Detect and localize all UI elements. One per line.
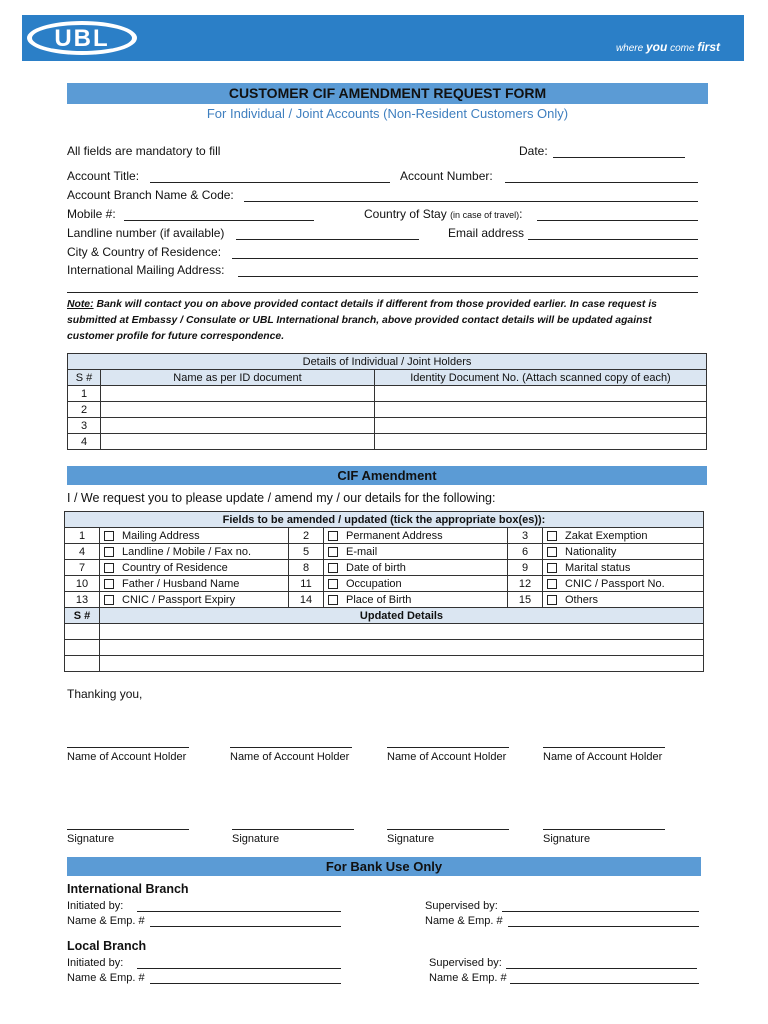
mobile-label: Mobile #:	[67, 207, 116, 221]
account-number-label: Account Number:	[400, 169, 493, 183]
id-cell[interactable]	[375, 418, 707, 434]
name-cell[interactable]	[101, 418, 375, 434]
name-line-1[interactable]	[67, 747, 189, 748]
intl-name-emp-label: Name & Emp. #	[67, 915, 145, 927]
col-sn: S #	[65, 608, 100, 624]
id-cell[interactable]	[375, 402, 707, 418]
intl-initiated-label: Initiated by:	[67, 900, 124, 912]
signature-line-2[interactable]	[232, 829, 354, 830]
checkbox-field[interactable]: Occupation	[324, 576, 508, 592]
local-initiated-label: Initiated by:	[67, 957, 124, 969]
col-sn: S #	[68, 370, 101, 386]
holders-table	[67, 353, 707, 450]
table-row: 7 Country of Residence 8 Date of birth 9 Marital status	[65, 560, 704, 576]
checkbox-field[interactable]: Zakat Exemption	[543, 528, 704, 544]
signature-line-3[interactable]	[387, 829, 509, 830]
table-row: 10 Father / Husband Name 11 Occupation 12 CNIC / Passport No.	[65, 576, 704, 592]
checkbox[interactable]	[547, 563, 557, 573]
cif-amendment-bar: CIF Amendment	[67, 466, 707, 485]
name-cell[interactable]	[101, 386, 375, 402]
landline-field[interactable]	[236, 239, 419, 240]
fields-caption: Fields to be amended / updated (tick the appropriate box(es)):	[65, 512, 704, 528]
signature-label-1: Signature	[67, 833, 115, 845]
name-cell[interactable]	[101, 402, 375, 418]
intl-mailing-field-2[interactable]	[67, 292, 698, 293]
branch-field[interactable]	[244, 201, 698, 202]
checkbox[interactable]	[104, 595, 114, 605]
intl-mailing-field[interactable]	[238, 276, 698, 277]
local-supervised-label: Supervised by:	[429, 957, 502, 969]
col-updated-details: Updated Details	[100, 608, 704, 624]
city-country-label: City & Country of Residence:	[67, 245, 222, 259]
checkbox[interactable]	[547, 595, 557, 605]
email-label: Email address	[448, 226, 525, 240]
request-text: I / We request you to please update / amend my / our details for the following:	[67, 491, 496, 505]
intl-supervised-label: Supervised by:	[425, 900, 498, 912]
checkbox-field[interactable]: Place of Birth	[324, 592, 508, 608]
intl-mailing-label: International Mailing Address:	[67, 263, 225, 277]
checkbox-field[interactable]: Mailing Address	[100, 528, 289, 544]
checkbox-field[interactable]: Landline / Mobile / Fax no.	[100, 544, 289, 560]
date-field[interactable]	[553, 157, 685, 158]
account-number-field[interactable]	[505, 182, 698, 183]
name-line-3[interactable]	[387, 747, 509, 748]
local-sup-name-emp-label: Name & Emp. #	[429, 972, 507, 984]
checkbox[interactable]	[104, 579, 114, 589]
table-row: 1 Mailing Address 2 Permanent Address 3 Zakat Exemption	[65, 528, 704, 544]
checkbox[interactable]	[328, 531, 338, 541]
intl-sup-name-emp-field[interactable]	[508, 926, 699, 927]
table-row	[65, 656, 704, 672]
checkbox[interactable]	[547, 547, 557, 557]
intl-branch-heading: International Branch	[67, 882, 189, 896]
logo-text: UBL	[54, 25, 110, 52]
intl-supervised-field[interactable]	[502, 911, 699, 912]
table-row	[65, 640, 704, 656]
col-id: Identity Document No. (Attach scanned copy of each)	[375, 370, 707, 386]
checkbox[interactable]	[104, 547, 114, 557]
table-row: 4 Landline / Mobile / Fax no. 5 E-mail 6 Nationality	[65, 544, 704, 560]
checkbox[interactable]	[328, 579, 338, 589]
checkbox[interactable]	[104, 531, 114, 541]
signature-label-3: Signature	[387, 833, 435, 845]
mandatory-text: All fields are mandatory to fill	[67, 144, 221, 158]
id-cell[interactable]	[375, 434, 707, 450]
bank-use-bar: For Bank Use Only	[67, 857, 701, 876]
name-line-2[interactable]	[230, 747, 352, 748]
branch-label: Account Branch Name & Code:	[67, 188, 234, 202]
checkbox-field[interactable]: E-mail	[324, 544, 508, 560]
checkbox-field[interactable]: Date of birth	[324, 560, 508, 576]
mobile-field[interactable]	[124, 220, 314, 221]
form-subtitle: For Individual / Joint Accounts (Non-Resident Customers Only)	[206, 106, 569, 121]
tagline: where you come first	[615, 40, 720, 54]
name-label-4: Name of Account Holder	[543, 751, 663, 763]
note-text: Note: Bank will contact you on above provided contact details if different from those provided earlier. In case request is submitted at Embassy / Consulate or UBL International branch, above provided contact details will be updated against customer profile for future correspondence.	[67, 299, 657, 342]
updated-details-cell[interactable]	[100, 656, 704, 672]
form-title: CUSTOMER CIF AMENDMENT REQUEST FORM	[67, 83, 708, 104]
intl-name-emp-field[interactable]	[150, 926, 341, 927]
table-row: 4	[68, 434, 707, 450]
name-label-1: Name of Account Holder	[67, 751, 187, 763]
checkbox[interactable]	[328, 563, 338, 573]
local-name-emp-label: Name & Emp. #	[67, 972, 145, 984]
country-stay-field[interactable]	[537, 220, 698, 221]
signature-label-2: Signature	[232, 833, 280, 845]
checkbox[interactable]	[328, 547, 338, 557]
email-field[interactable]	[528, 239, 698, 240]
account-title-field[interactable]	[150, 182, 390, 183]
checkbox[interactable]	[547, 531, 557, 541]
date-label: Date:	[519, 144, 548, 158]
checkbox-field[interactable]: CNIC / Passport No.	[543, 576, 704, 592]
signature-label-4: Signature	[543, 833, 591, 845]
signature-line-1[interactable]	[67, 829, 189, 830]
holders-table-caption: Details of Individual / Joint Holders	[68, 354, 707, 370]
updated-details-cell[interactable]	[100, 624, 704, 640]
name-label-3: Name of Account Holder	[387, 751, 507, 763]
table-row: 1	[68, 386, 707, 402]
checkbox-field[interactable]: Permanent Address	[324, 528, 508, 544]
checkbox[interactable]	[547, 579, 557, 589]
col-name: Name as per ID document	[101, 370, 375, 386]
name-cell[interactable]	[101, 434, 375, 450]
intl-initiated-field[interactable]	[137, 911, 341, 912]
city-country-field[interactable]	[232, 258, 698, 259]
fields-table	[64, 511, 704, 672]
updated-details-cell[interactable]	[100, 640, 704, 656]
checkbox[interactable]	[104, 563, 114, 573]
signature-line-4[interactable]	[543, 829, 665, 830]
checkbox[interactable]	[328, 595, 338, 605]
id-cell[interactable]	[375, 386, 707, 402]
name-label-2: Name of Account Holder	[230, 751, 350, 763]
checkbox-field[interactable]: Nationality	[543, 544, 704, 560]
checkbox-field[interactable]: Country of Residence	[100, 560, 289, 576]
intl-sup-name-emp-label: Name & Emp. #	[425, 915, 503, 927]
table-row: 2	[68, 402, 707, 418]
checkbox-field[interactable]: CNIC / Passport Expiry	[100, 592, 289, 608]
table-row: 13 CNIC / Passport Expiry 14 Place of Birth 15 Others	[65, 592, 704, 608]
local-supervised-field[interactable]	[506, 968, 697, 969]
checkbox-field[interactable]: Others	[543, 592, 704, 608]
local-name-emp-field[interactable]	[150, 983, 341, 984]
name-line-4[interactable]	[543, 747, 665, 748]
account-title-label: Account Title:	[67, 169, 140, 183]
local-sup-name-emp-field[interactable]	[510, 983, 699, 984]
checkbox-field[interactable]: Marital status	[543, 560, 704, 576]
table-row	[65, 624, 704, 640]
thanking-text: Thanking you,	[67, 687, 143, 701]
table-row: 3	[68, 418, 707, 434]
local-initiated-field[interactable]	[137, 968, 341, 969]
checkbox-field[interactable]: Father / Husband Name	[100, 576, 289, 592]
ubl-logo	[22, 16, 142, 60]
landline-label: Landline number (if available)	[67, 226, 225, 240]
local-branch-heading: Local Branch	[67, 939, 147, 953]
country-stay-label: Country of Stay (in case of travel):	[364, 207, 523, 221]
